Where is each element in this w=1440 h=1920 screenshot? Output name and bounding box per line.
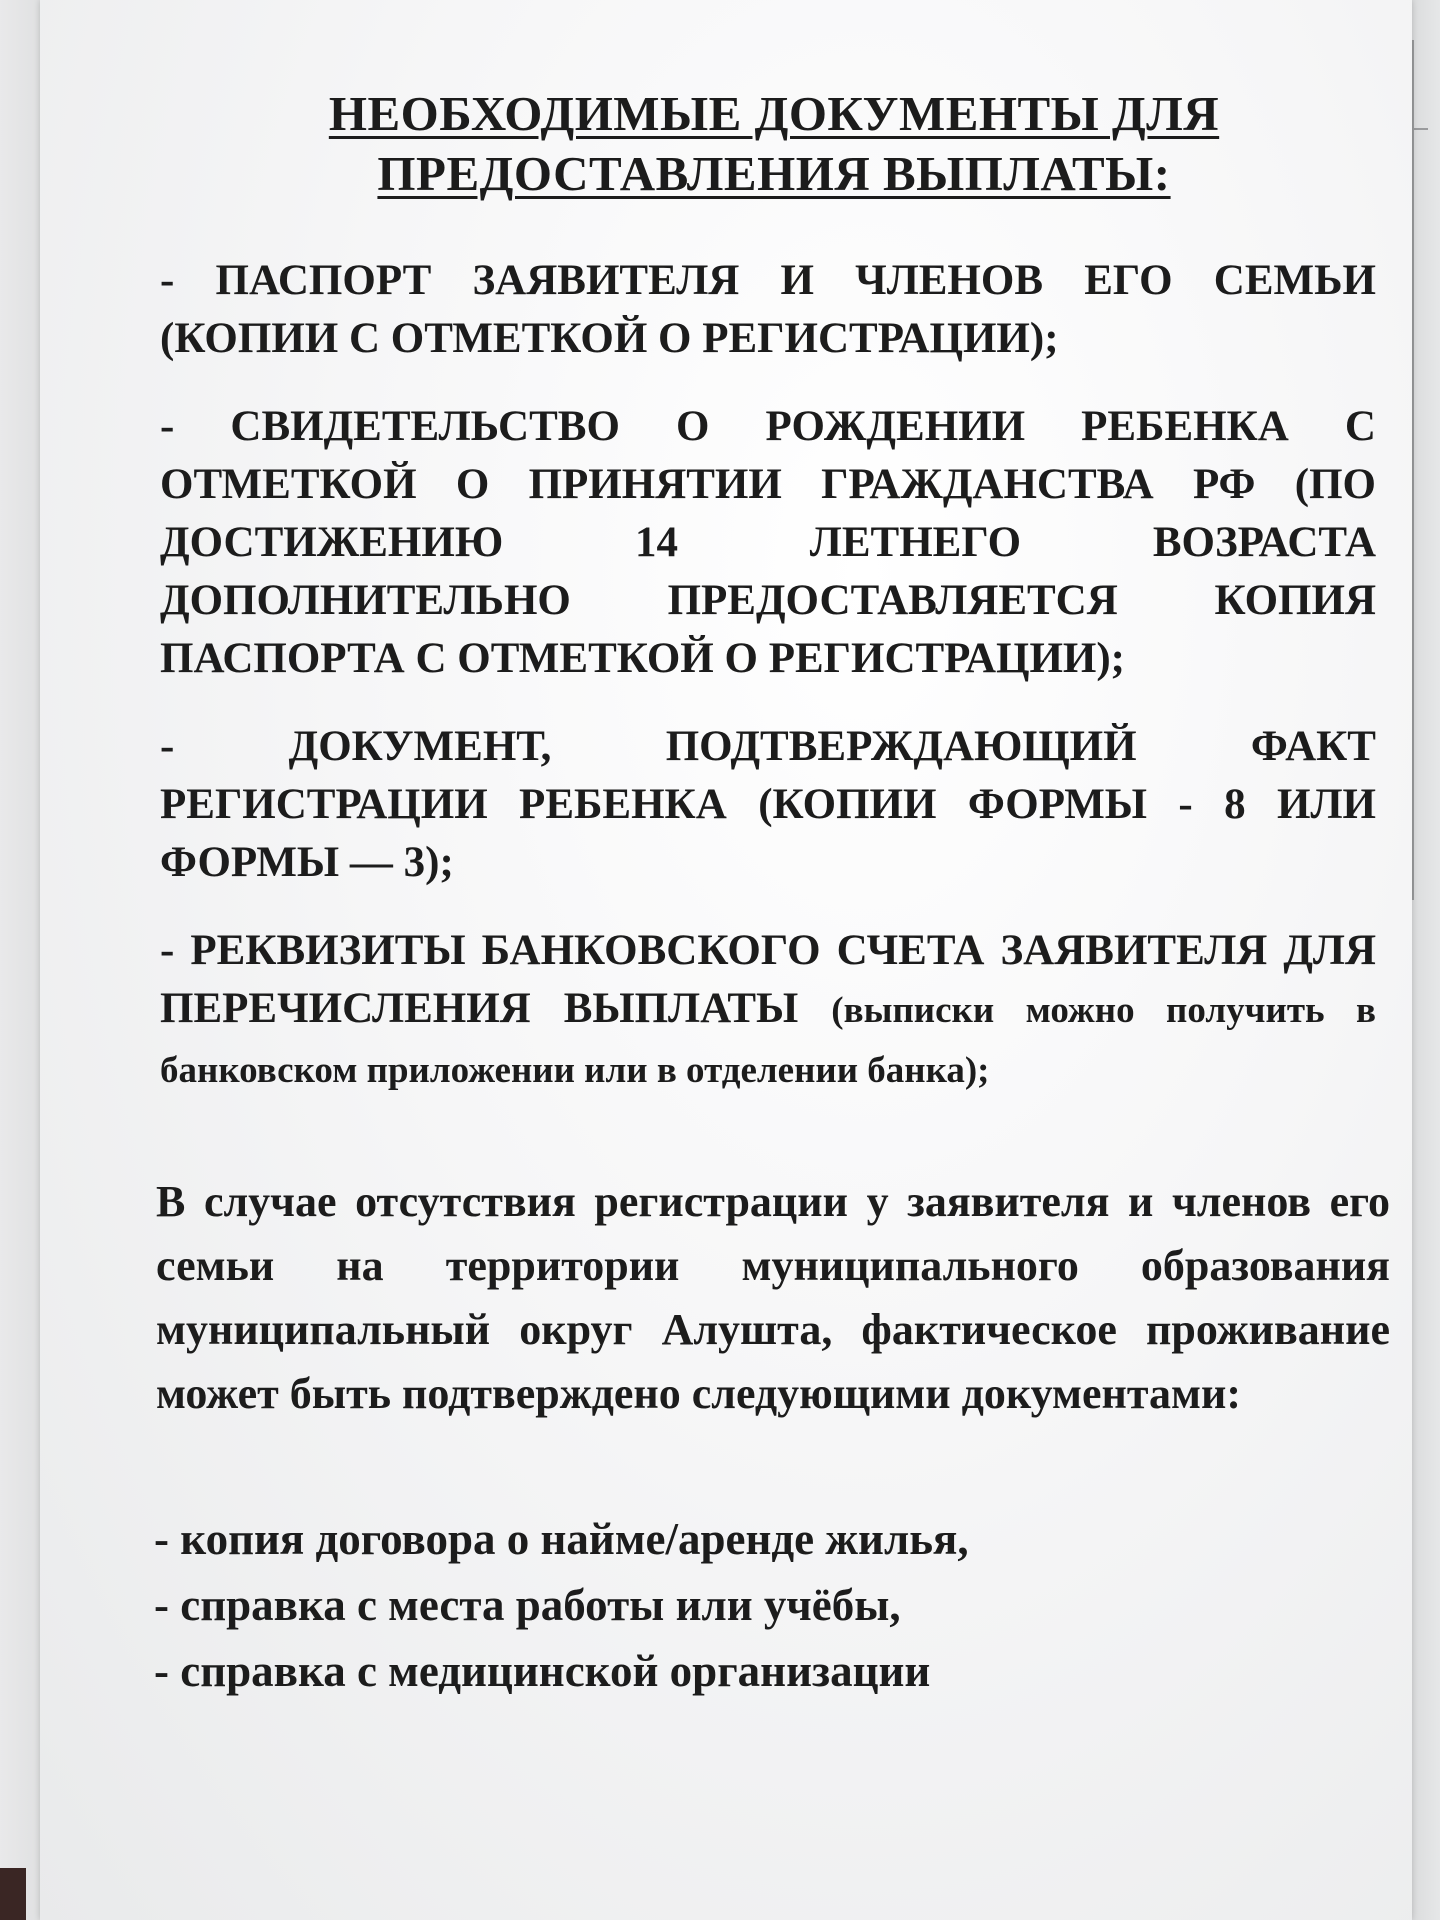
bank-details-text: - РЕКВИЗИТЫ БАНКОВСКОГО СЧЕТА ЗАЯВИТЕЛЯ ДЛЯ ПЕРЕЧИСЛЕНИЯ ВЫПЛАТЫ	[160, 927, 1376, 1032]
requirement-item-registration-proof: - ДОКУМЕНТ, ПОДТВЕРЖДАЮЩИЙ ФАКТ РЕГИСТРАЦИИ РЕБЕНКА (КОПИИ ФОРМЫ - 8 ИЛИ ФОРМЫ — 3);	[160, 723, 1376, 886]
requirement-item-bank-details	[160, 922, 1376, 1100]
requirement-item-passport: - ПАСПОРТ ЗАЯВИТЕЛЯ И ЧЛЕНОВ ЕГО СЕМЬИ (КОПИИ С ОТМЕТКОЙ О РЕГИСТРАЦИИ);	[160, 257, 1376, 362]
residence-paragraph: В случае отсутствия регистрации у заявителя и членов его семьи на территории муниципального образования муниципальный округ Алушта, фактическое проживание может быть подтверждено следующими документами:	[156, 1177, 1390, 1418]
background-edge-tick	[1414, 128, 1428, 130]
residence-documents-list	[154, 1506, 1390, 1704]
background-dark-corner	[0, 1868, 26, 1920]
document-title: НЕОБХОДИМЫЕ ДОКУМЕНТЫ ДЛЯ ПРЕДОСТАВЛЕНИЯ ВЫПЛАТЫ:	[328, 86, 1220, 201]
bank-details-note: (выписки можно получить в банковском приложении или в отделении банка);	[160, 990, 1377, 1091]
document-content	[118, 84, 1390, 1704]
list-item: - справка с медицинской организации	[154, 1646, 931, 1696]
background-edge-line	[1412, 40, 1414, 900]
list-item: - справка с места работы или учёбы,	[154, 1580, 901, 1630]
requirement-item-birth-certificate: - СВИДЕТЕЛЬСТВО О РОЖДЕНИИ РЕБЕНКА С ОТМЕТКОЙ О ПРИНЯТИИ ГРАЖДАНСТВА РФ (ПО ДОСТИЖЕНИЮ 14 ЛЕТНЕГО ВОЗРАСТА ДОПОЛНИТЕЛЬНО ПРЕДОСТАВЛЯЕТСЯ КОПИЯ ПАСПОРТА С ОТМЕТКОЙ О РЕГИСТРАЦИИ);	[160, 403, 1376, 682]
list-item: - копия договора о найме/аренде жилья,	[154, 1514, 969, 1564]
